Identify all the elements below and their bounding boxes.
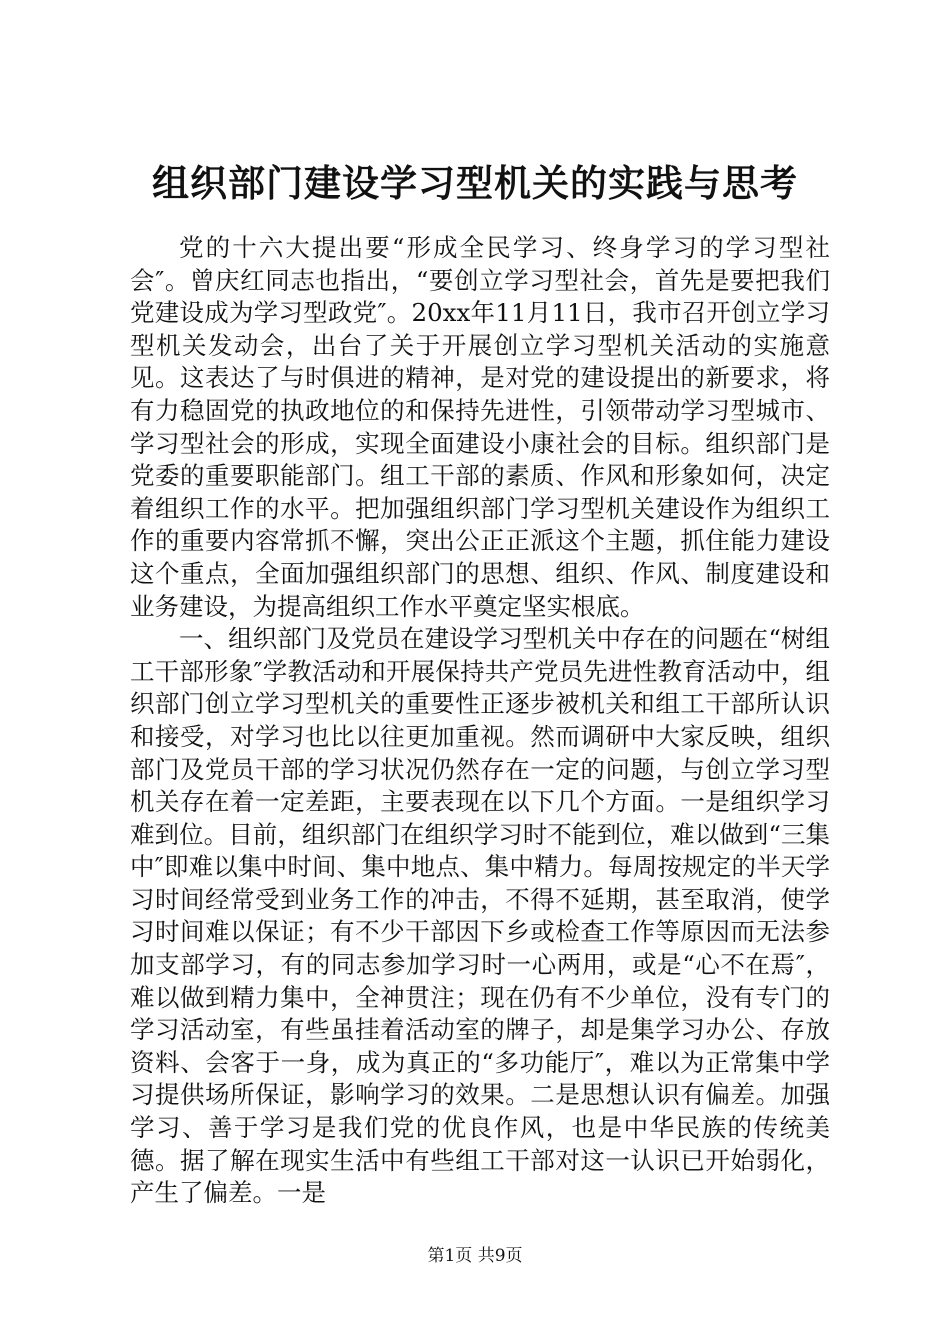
- document-body: [130, 232, 830, 1210]
- document-title: 组织部门建设学习型机关的实践与思考: [152, 162, 798, 205]
- paragraph-section-one: 一、组织部门及党员在建设学习型机关中存在的问题在“树组工干部形象″学教活动和开展保持共产党员先进性教育活动中，组织部门创立学习型机关的重要性正逐步被机关和组工干部所认识和接受，对学习也比以往更加重视。然而调研中大家反映，组织部门及党员干部的学习状况仍然存在一定的问题，与创立学习型机关存在着一定差距，主要表现在以下几个方面。一是组织学习难到位。目前，组织部门在组织学习时不能到位，难以做到“三集中″即难以集中时间、集中地点、集中精力。每周按规定的半天学习时间经常受到业务工作的冲击，不得不延期，甚至取消，使学习时间难以保证；有不少干部因下乡或检查工作等原因而无法参加支部学习，有的同志参加学习时一心两用，或是“心不在焉″，难以做到精力集中，全神贯注；现在仍有不少单位，没有专门的学习活动室，有些虽挂着活动室的牌子，却是集学习办公、存放资料、会客于一身，成为真正的“多功能厅″，难以为正常集中学习提供场所保证，影响学习的效果。二是思想认识有偏差。加强学习、善于学习是我们党的优良作风，也是中华民族的传统美德。据了解在现实生活中有些组工干部对这一认识已开始弱化，产生了偏差。一是: [130, 624, 830, 1208]
- paragraph-intro: 党的十六大提出要“形成全民学习、终身学习的学习型社会″。曾庆红同志也指出，“要创立学习型社会，首先是要把我们党建设成为学习型政党″。20xx年11月11日，我市召开创立学习型机关发动会，出台了关于开展创立学习型机关活动的实施意见。这表达了与时俱进的精神，是对党的建设提出的新要求，将有力稳固党的执政地位的和保持先进性，引领带动学习型城市、学习型社会的形成，实现全面建设小康社会的目标。组织部门是党委的重要职能部门。组工干部的素质、作风和形象如何，决定着组织工作的水平。把加强组织部门学习型机关建设作为组织工作的重要内容常抓不懈，突出公正正派这个主题，抓住能力建设这个重点，全面加强组织部门的思想、组织、作风、制度建设和业务建设，为提高组织工作水平奠定坚实根底。: [130, 233, 830, 621]
- page-number-footer: 第1页 共9页: [427, 1246, 523, 1266]
